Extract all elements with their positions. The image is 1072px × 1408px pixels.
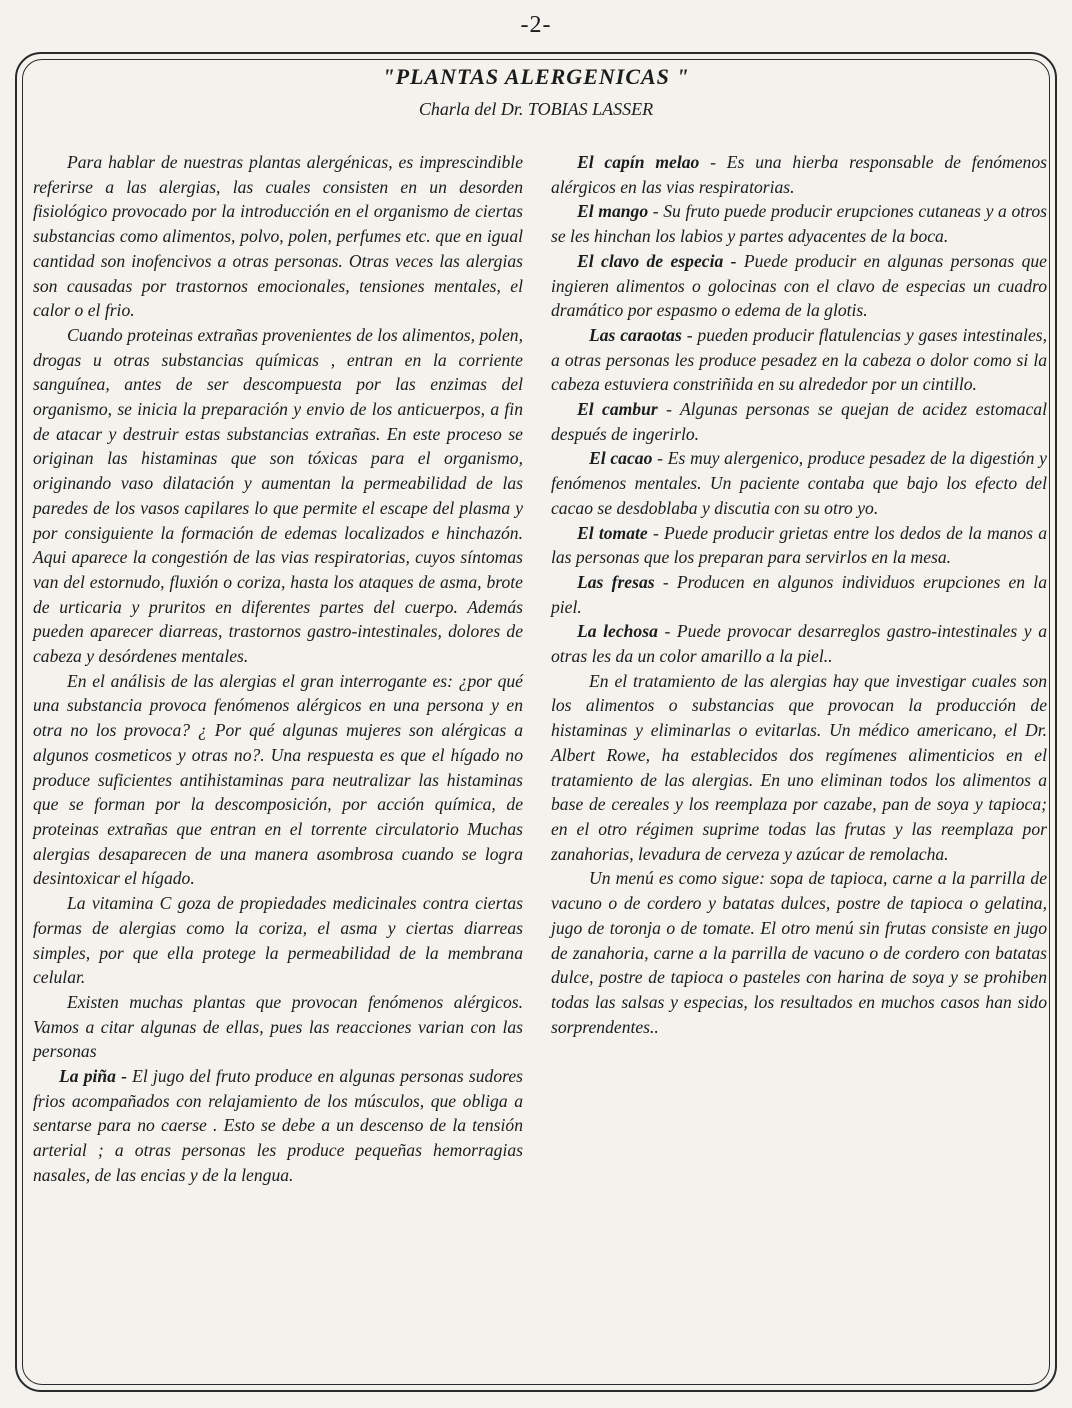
plant-description: El jugo del fruto produce en algunas personas sudores frios acompañados con relajamiento de los músculos, que obliga a sentarse para no caerse . Esto se debe a un descenso de la tensión arterial ; a otras personas les produce pequeñas hemorragias nasales, de las encias y de la lengua. <box>33 1066 523 1185</box>
plant-entry <box>551 446 1047 520</box>
plant-description: - Su fruto puede producir erupciones cutaneas y a otros se les hinchan los labios y partes adyacentes de la boca. <box>551 201 1047 247</box>
plant-name: Las fresas <box>577 571 655 592</box>
paragraph-vitamin-c: La vitamina C goza de propiedades medicinales contra ciertas formas de alergias como la coriza, el asma y ciertas diarreas simples, por que ella protege la permeabilidad de la membrana celular. <box>33 893 523 988</box>
plant-entry <box>551 150 1047 199</box>
right-column <box>551 150 1047 1039</box>
plant-name: La lechosa <box>577 621 658 642</box>
plant-entry <box>551 521 1047 570</box>
plant-description: - pueden producir flatulencias y gases intestinales, a otras personas les produce pesadez en la cabeza o dolor como si la cabeza estuviera constriñida en su alrededor por un cintillo. <box>551 324 1048 395</box>
plant-description: - Puede provocar desarreglos gastro-intestinales y a otras les da un color amarillo a la piel.. <box>551 621 1047 667</box>
plant-name: El tomate <box>577 522 648 543</box>
plant-description: Puede producir en algunas personas que ingieren alimentos o golocinas con el clavo de especias un cuadro dramático por espasmo o edema de la glotis. <box>551 250 1047 321</box>
plant-name: La piña - <box>59 1066 127 1087</box>
left-column <box>33 150 523 1188</box>
plant-description: - Es muy alergenico, produce pesadez de la digestión y fenómenos mentales. Un paciente contaba que bajo los efecto del cacao se desdoblaba y discutia con su otro yo. <box>551 448 1047 518</box>
paragraph-treatment: En el tratamiento de las alergias hay que investigar cuales son los alimentos o substancias que provocan la producción de histaminas y eliminarlas o evitarlas. Un médico americano, el Dr. Albert Rowe, ha establecidos dos regímenes alimenticios en el tratamiento de las alergias. En uno eliminan todos los alimentos a base de cereales y los reemplaza por cazabe, pan de soya y tapioca; en el otro régimen suprime todas las frutas y las reemplaza por zanahorias, levadura de cerveza y azúcar de remolacha. <box>551 670 1047 864</box>
paragraph-intro: Para hablar de nuestras plantas alergénicas, es imprescindible referirse a las alergias, las cuales consisten en un desorden fisiológico provocado por la introducción en el organismo de ciertas substancias como alimentos, polvo, polen, perfumes etc. que en igual cantidad son inofencivos a otras personas. Otras veces las alergias son causadas por trastornos emocionales, tensiones mentales, el calor o el frio. <box>33 152 523 321</box>
plant-entry <box>551 570 1047 619</box>
plant-description: - Algunas personas se quejan de acidez estomacal después de ingerirlo. <box>551 399 1047 444</box>
plant-entry <box>551 619 1047 668</box>
plant-name: El cambur <box>577 399 658 420</box>
page-number: -2- <box>520 12 552 38</box>
plant-entry <box>551 199 1047 248</box>
paragraph-proteins: Cuando proteinas extrañas provenientes de los alimentos, polen, drogas u otras substancias químicas , entran en la corriente sanguínea, antes de ser descompuesta por las enzimas del organismo, se inicia la preparación y envio de los anticuerpos, a fin de atacar y destruir estas substancias extrañas. En este proceso se originan las histaminas que son tóxicas para el organismo, originando vaso dilatación y aumentan la permeabilidad de las paredes de los vasos capilares lo que permite el escape del plasma y por consiguiente la formación de edemas localizados e hinchazón. Aqui aparece la congestión de las vias respiratorias, cuyos síntomas van del estornudo, fluxión o coriza, hasta los ataques de asma, brote de urticaria y pruritos en diferentes partes del cuerpo. Además pueden aparecer diarreas, trastornos gastro-intestinales, dolores de cabeza y desórdenes mentales. <box>33 324 523 667</box>
plant-description: - Producen en algunos individuos erupciones en la piel. <box>551 571 1047 617</box>
plant-entry <box>551 323 1047 397</box>
paragraph-plants-intro: Existen muchas plantas que provocan fenómenos alérgicos. Vamos a citar algunas de ellas, pues las reacciones varian con las personas <box>33 991 523 1062</box>
plant-name: El cacao <box>589 448 653 469</box>
paragraph-analysis: En el análisis de las alergias el gran interrogante es: ¿por qué una substancia provoca fenómenos alérgicos en una persona y en otra no los provoca? ¿ Por qué algunas mujeres son alérgicas a algunos cosmeticos y otras no?. Una respuesta es que el hígado no produce suficientes antihistaminas para neutralizar las histaminas que se forman por la descomposición, por acción química, de proteinas extrañas que entran en el torrente circulatorio Muchas alergias desaparecen de una manera asombrosa cuando se logra desintoxicar el hígado. <box>33 670 523 889</box>
plant-description: - Puede producir grietas entre los dedos de la manos a las personas que los preparan para servirlos en la mesa. <box>551 522 1047 568</box>
plant-entry <box>551 249 1047 323</box>
article-title: "PLANTAS ALERGENICAS " <box>382 64 690 89</box>
plant-name: El mango <box>577 201 649 222</box>
plant-entry <box>551 397 1047 446</box>
plant-description: - Es una hierba responsable de fenómenos alérgicos en las vias respiratorias. <box>551 152 1048 197</box>
plant-name: Las caraotas <box>589 324 682 345</box>
plant-entry-pina <box>33 1064 523 1188</box>
plant-name: El capín melao <box>577 152 700 172</box>
paragraph-menu: Un menú es como sigue: sopa de tapioca, carne a la parrilla de vacuno o de cordero y batatas dulces, postre de tapioca o gelatina, jugo de toronja o de tomate. El otro menú sin frutas consiste en jugo de zanahoria, carne a la parrilla de vacuno o de cordero con batatas dulce, postre de tapioca o pasteles con harina de soya y se prohiben todas las salsas y especias, los resultados en muchos casos han sido sorprendentes.. <box>551 868 1047 1037</box>
plant-name: El clavo de especia - <box>577 250 737 271</box>
article-subtitle: Charla del Dr. TOBIAS LASSER <box>418 99 654 119</box>
